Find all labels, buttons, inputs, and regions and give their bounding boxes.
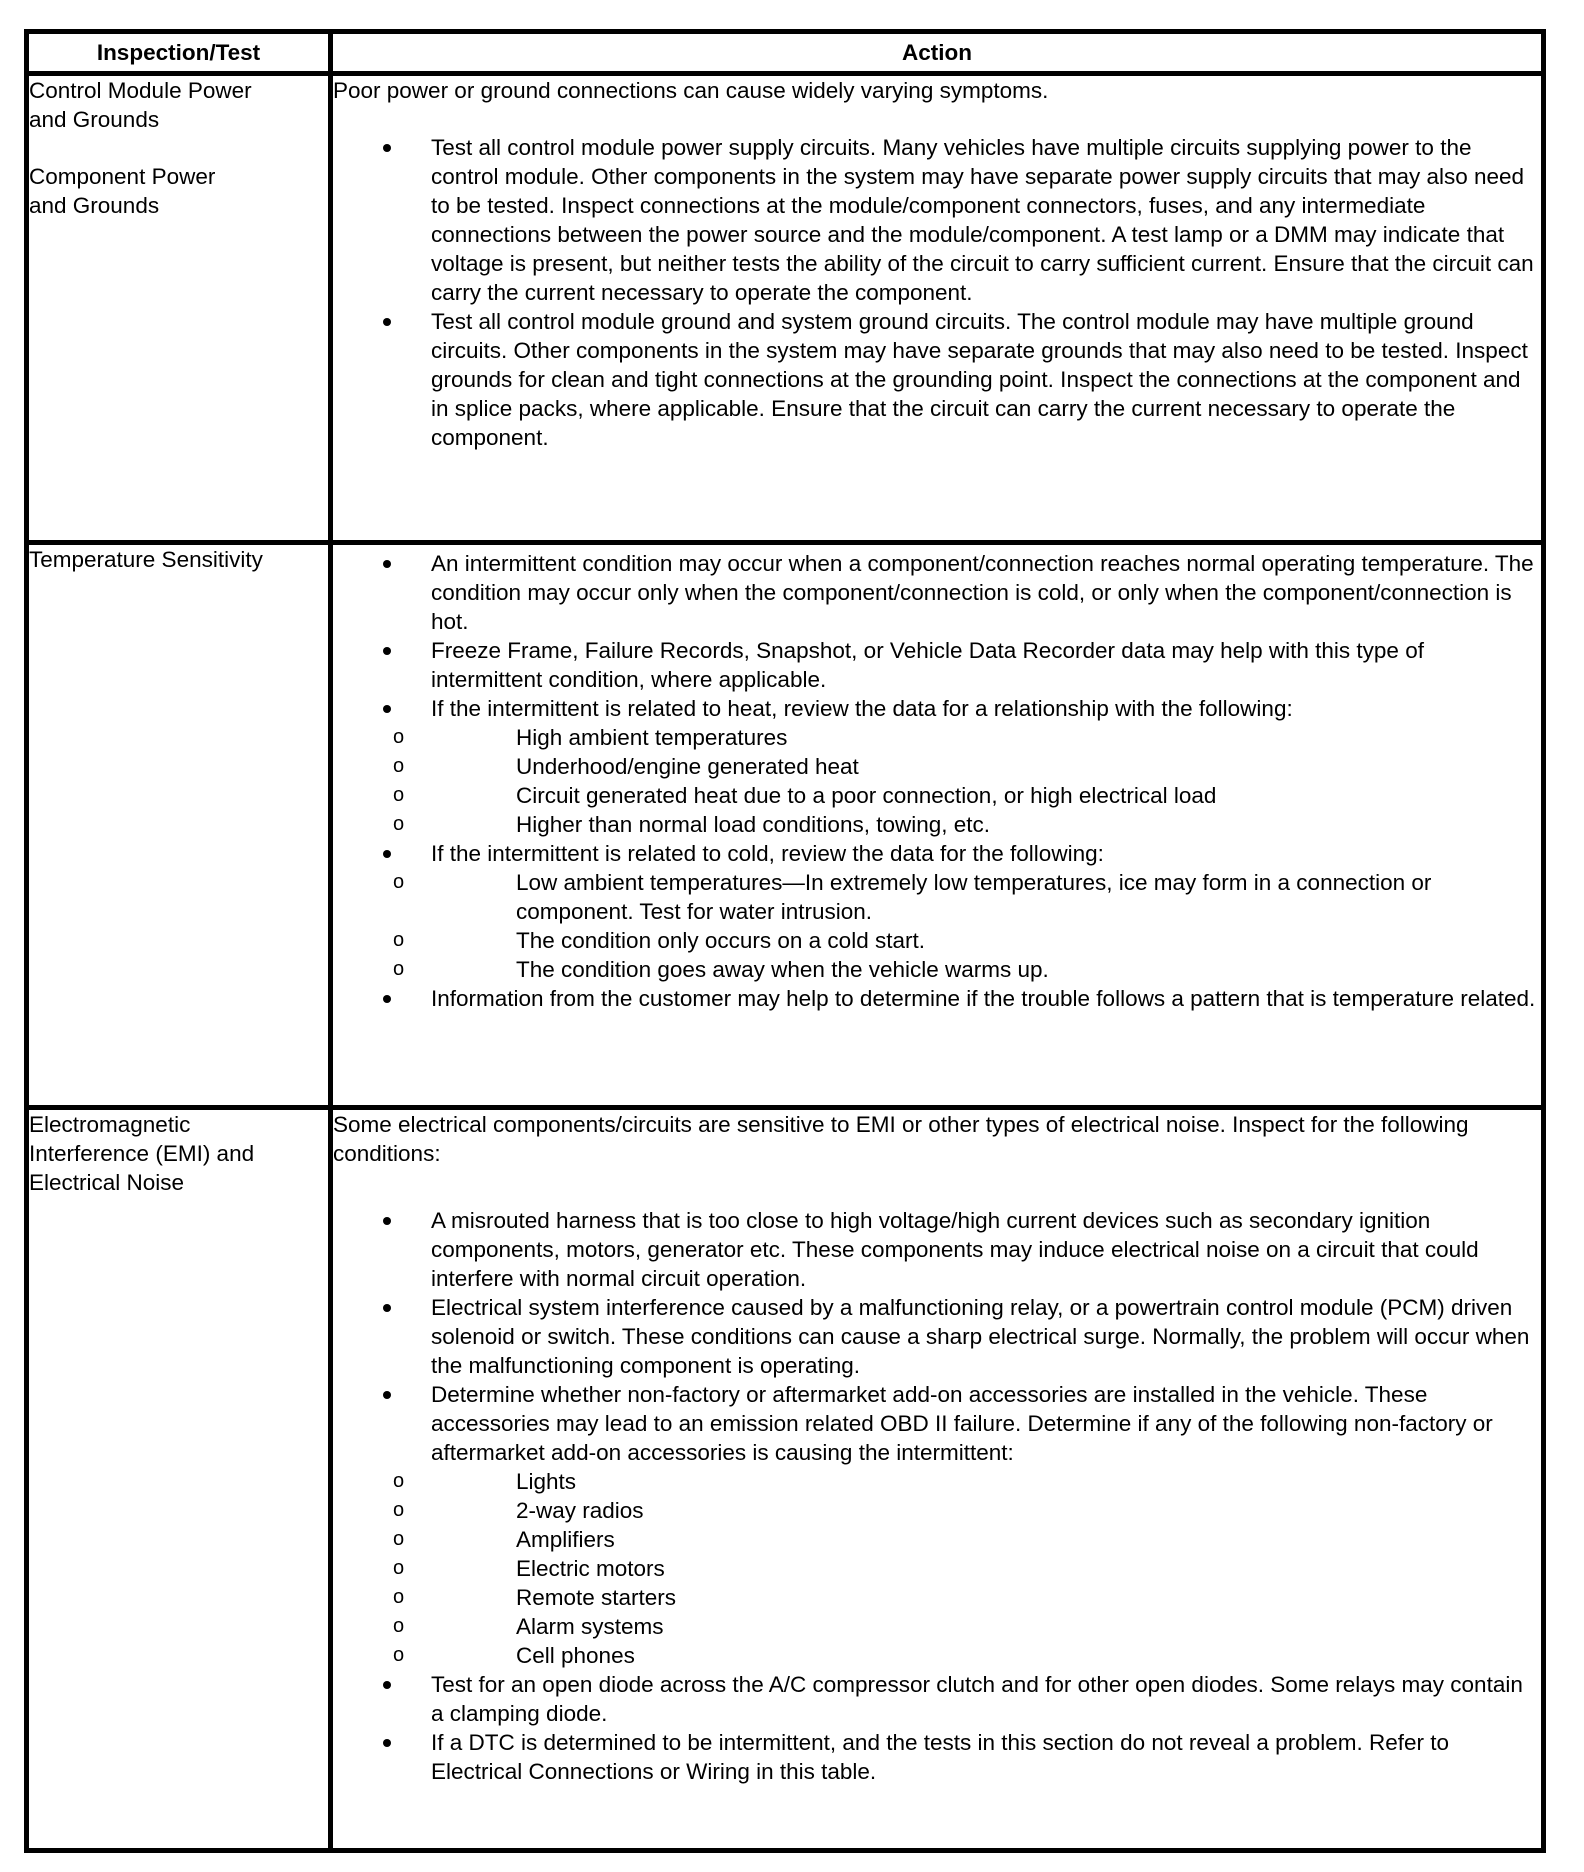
- sub-list-item-text: Lights: [516, 1469, 577, 1494]
- list-item: [333, 1206, 1541, 1293]
- circle-bullet-icon: o: [393, 1528, 405, 1550]
- list-item-text: Test all control module power supply circuits. Many vehicles have multiple circuits supplying power to the control module. Other components in the system may have separate power supply circuits that may also need to be tested. Inspect connections at the module/component connectors, fuses, and any intermediate connections between the power source and the module/component. A test lamp or a DMM may indicate that voltage is present, but neither tests the ability of the circuit to carry sufficient current. Ensure that the circuit can carry the current necessary to operate the component.: [431, 135, 1534, 305]
- sub-list-item-text: Remote starters: [516, 1585, 677, 1610]
- sub-list-item-text: Underhood/engine generated heat: [516, 754, 859, 779]
- action-bullet-list: [333, 1206, 1541, 1786]
- list-item: [333, 1728, 1541, 1786]
- bullet-icon: [383, 318, 391, 326]
- table-row: [27, 74, 1544, 543]
- table-header-row: [27, 32, 1544, 74]
- sub-list-item-text: Higher than normal load conditions, towing, etc.: [516, 812, 991, 837]
- sub-list-item-text: Electric motors: [516, 1556, 665, 1581]
- bullet-icon: [383, 850, 391, 858]
- inspection-test-label: Electromagnetic Interference (EMI) and Electrical Noise: [29, 1112, 255, 1195]
- circle-bullet-icon: o: [393, 929, 405, 951]
- list-item-text: Test for an open diode across the A/C compressor clutch and for other open diodes. Some relays may contain a clamping diode.: [431, 1672, 1523, 1726]
- bullet-icon: [383, 995, 391, 1003]
- sub-bullet-list: [393, 1467, 1541, 1670]
- list-item-text: Test all control module ground and system ground circuits. The control module may have multiple ground circuits. Other components in the system may have separate grounds that may also need to be tested. Inspect grounds for clean and tight connections at the grounding point. Inspect the connections at the component and in splice packs, where applicable. Ensure that the circuit can carry the current necessary to operate the component.: [431, 309, 1528, 450]
- list-item-text: A misrouted harness that is too close to high voltage/high current devices such as secondary ignition components, motors, generator etc. These components may induce electrical noise on a circuit that could interfere with normal circuit operation.: [431, 1208, 1479, 1291]
- list-item-text: If the intermittent is related to cold, review the data for the following:: [431, 841, 1104, 866]
- sub-list-item-text: 2-way radios: [516, 1498, 644, 1523]
- sub-list-item: [333, 1525, 1541, 1554]
- bullet-icon: [383, 1681, 391, 1689]
- sub-list-item: [333, 926, 1541, 955]
- header-inspection-test: Inspection/Test: [27, 32, 331, 74]
- circle-bullet-icon: o: [393, 1644, 405, 1666]
- circle-bullet-icon: o: [393, 1586, 405, 1608]
- sub-list-item-text: Circuit generated heat due to a poor connection, or high electrical load: [516, 783, 1217, 808]
- table-row: [27, 1108, 1544, 1851]
- bullet-icon: [383, 560, 391, 568]
- sub-list-item: [333, 752, 1541, 781]
- inspection-cell: [27, 1108, 331, 1851]
- circle-bullet-icon: o: [393, 1557, 405, 1579]
- circle-bullet-icon: o: [393, 1615, 405, 1637]
- sub-list-item: [333, 810, 1541, 839]
- sub-list-item: [333, 723, 1541, 752]
- sub-list-item: [333, 1554, 1541, 1583]
- action-cell: [331, 74, 1544, 543]
- sub-list-item: [333, 1612, 1541, 1641]
- sub-list-item: [333, 781, 1541, 810]
- list-item: [333, 133, 1541, 307]
- list-item-text: If a DTC is determined to be intermittent, and the tests in this section do not reveal a problem. Refer to Electrical Connections or Wiring in this table.: [431, 1730, 1450, 1784]
- sub-list-item: [333, 868, 1541, 926]
- sub-bullet-list: [393, 723, 1541, 839]
- bullet-icon: [383, 1304, 391, 1312]
- sub-list-item-text: Cell phones: [516, 1643, 635, 1668]
- inspection-cell: [27, 543, 331, 1108]
- sub-bullet-list: [393, 868, 1541, 984]
- sub-list-item: [333, 1583, 1541, 1612]
- circle-bullet-icon: o: [393, 755, 405, 777]
- inspection-test-label: Temperature Sensitivity: [29, 547, 263, 572]
- list-item: [333, 984, 1541, 1013]
- list-item-text: An intermittent condition may occur when a component/connection reaches normal operating temperature. The condition may occur only when the component/connection is cold, or only when the component/connection is hot.: [431, 551, 1534, 634]
- sub-list-item-text: High ambient temperatures: [516, 725, 788, 750]
- list-item: [333, 1670, 1541, 1728]
- action-bullet-list: [333, 133, 1541, 452]
- list-item-text: Information from the customer may help to determine if the trouble follows a pattern that is temperature related.: [431, 986, 1536, 1011]
- action-cell: [331, 1108, 1544, 1851]
- table-row: [27, 543, 1544, 1108]
- list-item: [333, 636, 1541, 694]
- inspection-cell: [27, 74, 331, 543]
- list-item: [333, 549, 1541, 636]
- bullet-icon: [383, 647, 391, 655]
- circle-bullet-icon: o: [393, 1470, 405, 1492]
- action-lead-text: Some electrical components/circuits are sensitive to EMI or other types of electrical noise. Inspect for the following conditions:: [333, 1112, 1469, 1166]
- bullet-icon: [383, 1739, 391, 1747]
- list-item-text: Determine whether non-factory or aftermarket add-on accessories are installed in the vehicle. These accessories may lead to an emission related OBD II failure. Determine if any of the following non-factory or aftermarket add-on accessories is causing the intermittent:: [431, 1382, 1493, 1465]
- list-item-text: Electrical system interference caused by a malfunctioning relay, or a powertrain control module (PCM) driven solenoid or switch. These conditions can cause a sharp electrical surge. Normally, the problem will occur when the malfunctioning component is operating.: [431, 1295, 1530, 1378]
- list-item-text: If the intermittent is related to heat, review the data for a relationship with the following:: [431, 696, 1293, 721]
- bullet-icon: [383, 1391, 391, 1399]
- list-item: [333, 839, 1541, 984]
- bullet-icon: [383, 1217, 391, 1225]
- sub-list-item-text: Amplifiers: [516, 1527, 615, 1552]
- bullet-icon: [383, 144, 391, 152]
- sub-list-item-text: The condition goes away when the vehicle warms up.: [516, 957, 1049, 982]
- list-item: [333, 694, 1541, 839]
- action-cell: [331, 543, 1544, 1108]
- sub-list-item-text: Alarm systems: [516, 1614, 664, 1639]
- circle-bullet-icon: o: [393, 726, 405, 748]
- inspection-test-label: Component Power and Grounds: [29, 164, 216, 218]
- inspection-test-label: Control Module Power and Grounds: [29, 78, 252, 132]
- inspection-table: [24, 29, 1546, 1853]
- list-item: [333, 1293, 1541, 1380]
- list-item: [333, 307, 1541, 452]
- header-action: Action: [331, 32, 1544, 74]
- circle-bullet-icon: o: [393, 871, 405, 893]
- list-item: [333, 1380, 1541, 1670]
- sub-list-item-text: The condition only occurs on a cold start.: [516, 928, 925, 953]
- sub-list-item: [333, 1496, 1541, 1525]
- circle-bullet-icon: o: [393, 813, 405, 835]
- circle-bullet-icon: o: [393, 958, 405, 980]
- action-lead-text: Poor power or ground connections can cause widely varying symptoms.: [333, 78, 1049, 103]
- list-item-text: Freeze Frame, Failure Records, Snapshot, or Vehicle Data Recorder data may help with this type of intermittent condition, where applicable.: [431, 638, 1424, 692]
- bullet-icon: [383, 705, 391, 713]
- circle-bullet-icon: o: [393, 784, 405, 806]
- action-bullet-list: [333, 549, 1541, 1013]
- sub-list-item: [333, 1641, 1541, 1670]
- circle-bullet-icon: o: [393, 1499, 405, 1521]
- sub-list-item: [333, 955, 1541, 984]
- sub-list-item: [333, 1467, 1541, 1496]
- sub-list-item-text: Low ambient temperatures—In extremely low temperatures, ice may form in a connection or component. Test for water intrusion.: [516, 870, 1432, 924]
